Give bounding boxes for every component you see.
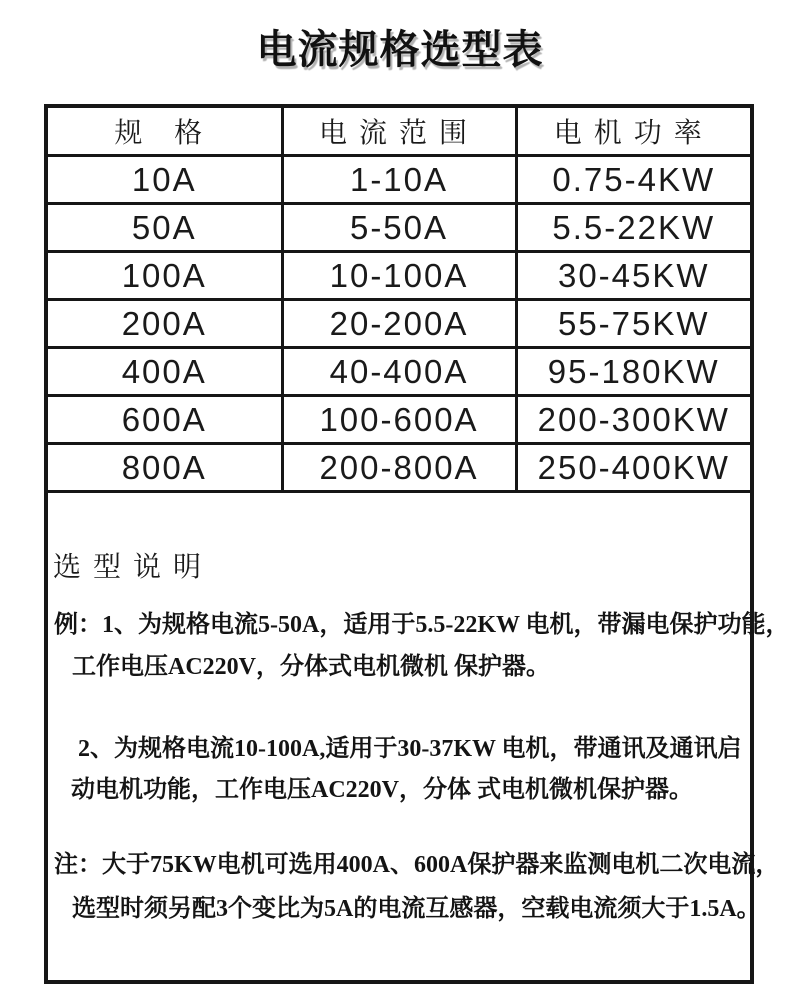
- content-box: [44, 104, 790, 984]
- current-range-cell: 1-10A: [282, 156, 516, 204]
- page-title: 电流规格选型表: [256, 27, 544, 72]
- spec-cell: 100A: [48, 252, 282, 300]
- note-line-example2-part1: 2、为规格电流10-100A,适用于30-37KW 电机，带通讯及通讯启: [78, 736, 742, 762]
- spec-cell: 800A: [48, 444, 282, 492]
- current-range-cell: 20-200A: [282, 300, 516, 348]
- col-header-motor-power: 电机功率: [516, 108, 750, 156]
- motor-power-cell: 55-75KW: [516, 300, 750, 348]
- col-header-spec: 规 格: [48, 108, 282, 156]
- table-row: [48, 252, 750, 300]
- motor-power-cell: 95-180KW: [516, 348, 750, 396]
- note-line-remark-part2: 选型时须另配3个变比为5A的电流互感器，空载电流须大于1.5A。: [72, 896, 761, 922]
- note-line-example2-part2: 动电机功能，工作电压AC220V，分体 式电机微机保护器。: [71, 777, 693, 803]
- table-row: [48, 444, 750, 492]
- spec-table: [48, 108, 750, 493]
- table-row: [48, 204, 750, 252]
- motor-power-cell: 200-300KW: [516, 396, 750, 444]
- table-row: [48, 348, 750, 396]
- motor-power-cell: 0.75-4KW: [516, 156, 750, 204]
- motor-power-cell: 30-45KW: [516, 252, 750, 300]
- spec-cell: 600A: [48, 396, 282, 444]
- table-row: [48, 300, 750, 348]
- spec-cell: 10A: [48, 156, 282, 204]
- note-line-example1-part1: 例：1、为规格电流5-50A，适用于5.5-22KW 电机，带漏电保护功能，: [54, 612, 790, 638]
- col-header-current-range: 电流范围: [282, 108, 516, 156]
- current-range-cell: 40-400A: [282, 348, 516, 396]
- current-range-cell: 200-800A: [282, 444, 516, 492]
- note-line-example1-part2: 工作电压AC220V，分体式电机微机 保护器。: [72, 654, 550, 680]
- notes-heading: 选型说明: [53, 551, 214, 582]
- table-row: [48, 156, 750, 204]
- motor-power-cell: 5.5-22KW: [516, 204, 750, 252]
- spec-cell: 200A: [48, 300, 282, 348]
- spec-cell: 50A: [48, 204, 282, 252]
- current-range-cell: 10-100A: [282, 252, 516, 300]
- motor-power-cell: 250-400KW: [516, 444, 750, 492]
- table-header-row: [48, 108, 750, 156]
- current-range-cell: 5-50A: [282, 204, 516, 252]
- current-range-cell: 100-600A: [282, 396, 516, 444]
- spec-cell: 400A: [48, 348, 282, 396]
- table-row: [48, 396, 750, 444]
- note-line-remark-part1: 注：大于75KW电机可选用400A、600A保护器来监测电机二次电流，: [54, 852, 780, 878]
